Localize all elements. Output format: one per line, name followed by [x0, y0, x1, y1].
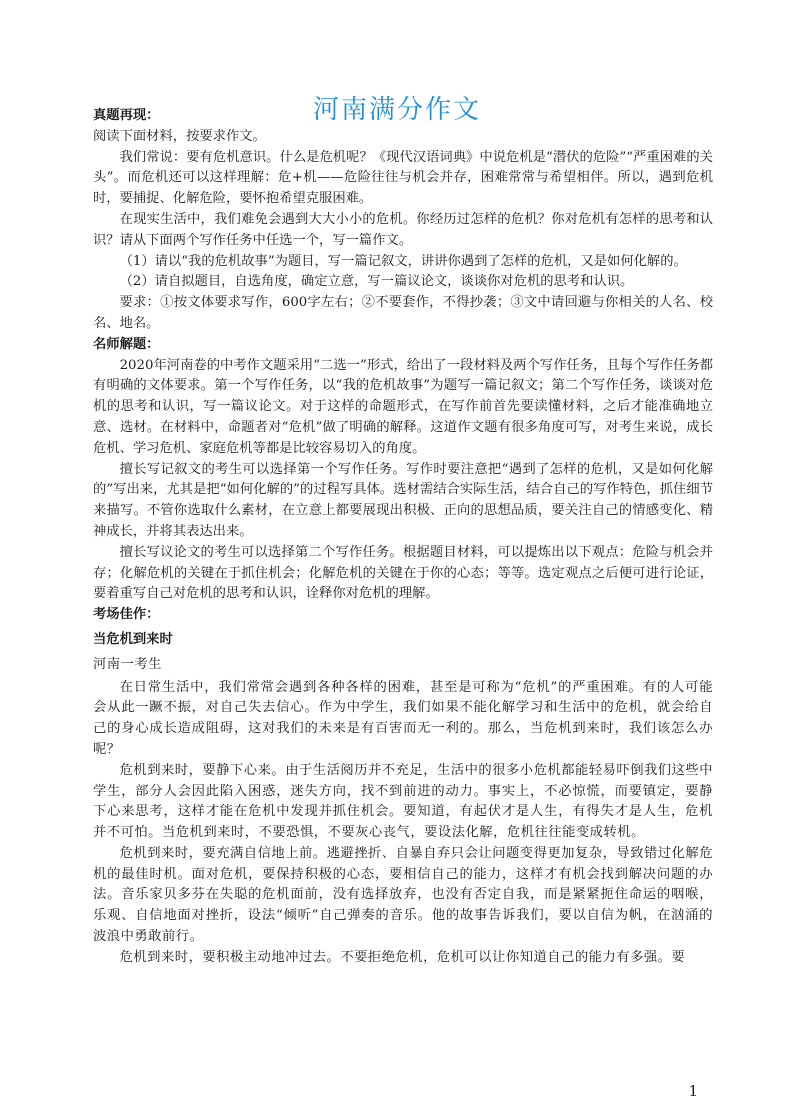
question-paragraph: 我们常说：要有危机意识。什么是危机呢？《现代汉语词典》中说危机是“潜伏的危险”“严重困难的关头”。而危机还可以这样理解：危+机——危险往往与机会并存，困难常常与希望相伴。所以，遇到危机时，要捕捉、化解危险，要怀抱希望克服困难。 — [93, 149, 713, 207]
analysis-paragraph: 2020年河南卷的中考作文题采用“二选一”形式，给出了一段材料及两个写作任务，且每个写作任务都有明确的文体要求。第一个写作任务，以“我的危机故事”为题写一篇记叙文；第二个写作任务，谈谈对危机的思考和认识，写一篇议论文。对于这样的命题形式，在写作前首先要读懂材料，之后才能准确地立意、选材。在材料中，命题者对“危机”做了明确的解释。这道作文题有很多角度可写，对考生来说，成长危机、学习危机、家庭危机等都是比较容易切入的角度。 — [93, 357, 713, 456]
task-one: （1）请以“我的危机故事”为题目，写一篇记叙文，讲讲你遇到了怎样的危机，又是如何化解的。 — [119, 253, 687, 269]
essay-paragraph: 在日常生活中，我们常常会遇到各种各样的困难，甚至是可称为“危机”的严重困难。有的人可能会从此一蹶不振，对自己失去信心。作为中学生，我们如果不能化解学习和生活中的危机，就会给自己的身心成长造成阻碍，这对我们的未来是有百害而无一利的。那么，当危机到来时，我们该怎么办呢？ — [93, 679, 713, 757]
question-paragraph: 阅读下面材料，按要求作文。 — [93, 128, 266, 144]
essay-author: 河南一考生 — [93, 656, 162, 672]
analysis-paragraph: 擅长写记叙文的考生可以选择第一个写作任务。写作时要注意把“遇到了怎样的危机，又是如何化解的”写出来，尤其是把“如何化解的”的过程写具体。选材需结合实际生活，结合自己的写作特色，抓住细节来描写。不管你选取什么素材，在立意上都要展现出积极、正向的思想品质，要关注自己的情感变化、精神成长，并将其表达出来。 — [93, 461, 713, 539]
page-title: 河南满分作文 — [312, 95, 481, 126]
analysis-paragraph: 擅长写议论文的考生可以选择第二个写作任务。根据题目材料，可以提炼出以下观点：危险与机会并存；化解危机的关键在于抓住机会；化解危机的关键在于你的心态；等等。选定观点之后便可进行论证，要着重写自己对危机的思考和认识，诠释你对危机的理解。 — [93, 544, 713, 602]
essay-paragraph: 危机到来时，要充满自信地上前。逃避挫折、自暴自弃只会让问题变得更加复杂，导致错过化解危机的最佳时机。面对危机，要保持积极的心态，要相信自己的能力，这样才有机会找到解决问题的办法。音乐家贝多芬在失聪的危机面前，没有选择放弃，也没有否定自我，而是紧紧扼住命运的咽喉，乐观、自信地面对挫折，设法“倾听”自己弹奏的音乐。他的故事告诉我们，要以自信为帆，在汹涌的波浪中勇敢前行。 — [93, 845, 713, 945]
essay-paragraph: 危机到来时，要静下心来。由于生活阅历并不充足，生活中的很多小危机都能轻易吓倒我们这些中学生，部分人会因此陷入困惑，迷失方向，找不到前进的动力。事实上，不必惊慌，而要镇定，要静下心来思考，这样才能在危机中发现并抓住机会。要知道，有起伏才是人生，有得失才是人生，危机并不可怕。当危机到来时，不要恐惧，不要灰心丧气，要设法化解，危机往往能变成转机。 — [93, 762, 713, 841]
page-number: 1 — [688, 1082, 698, 1100]
task-two: （2）请自拟题目，自选角度，确定立意，写一篇议论文，谈谈你对危机的思考和认识。 — [119, 274, 634, 290]
question-heading: 真题再现： — [93, 108, 160, 123]
essay-title: 当危机到来时 — [93, 631, 173, 647]
essay-paragraph: 危机到来时，要积极主动地冲过去。不要拒绝危机，危机可以让你知道自己的能力有多强。要 — [119, 949, 686, 965]
requirements: 要求：①按文体要求写作，600字左右；②不要套作，不得抄袭；③文中请回避与你相关的人名、校名、地名。 — [93, 295, 713, 331]
analysis-heading: 名师解题： — [93, 336, 160, 352]
question-paragraph: 在现实生活中，我们难免会遇到大大小小的危机。你经历过怎样的危机？你对危机有怎样的思考和认识？请从下面两个写作任务中任选一个，写一篇作文。 — [93, 211, 713, 248]
document-body — [93, 106, 713, 969]
essay-heading: 考场佳作： — [93, 607, 160, 623]
